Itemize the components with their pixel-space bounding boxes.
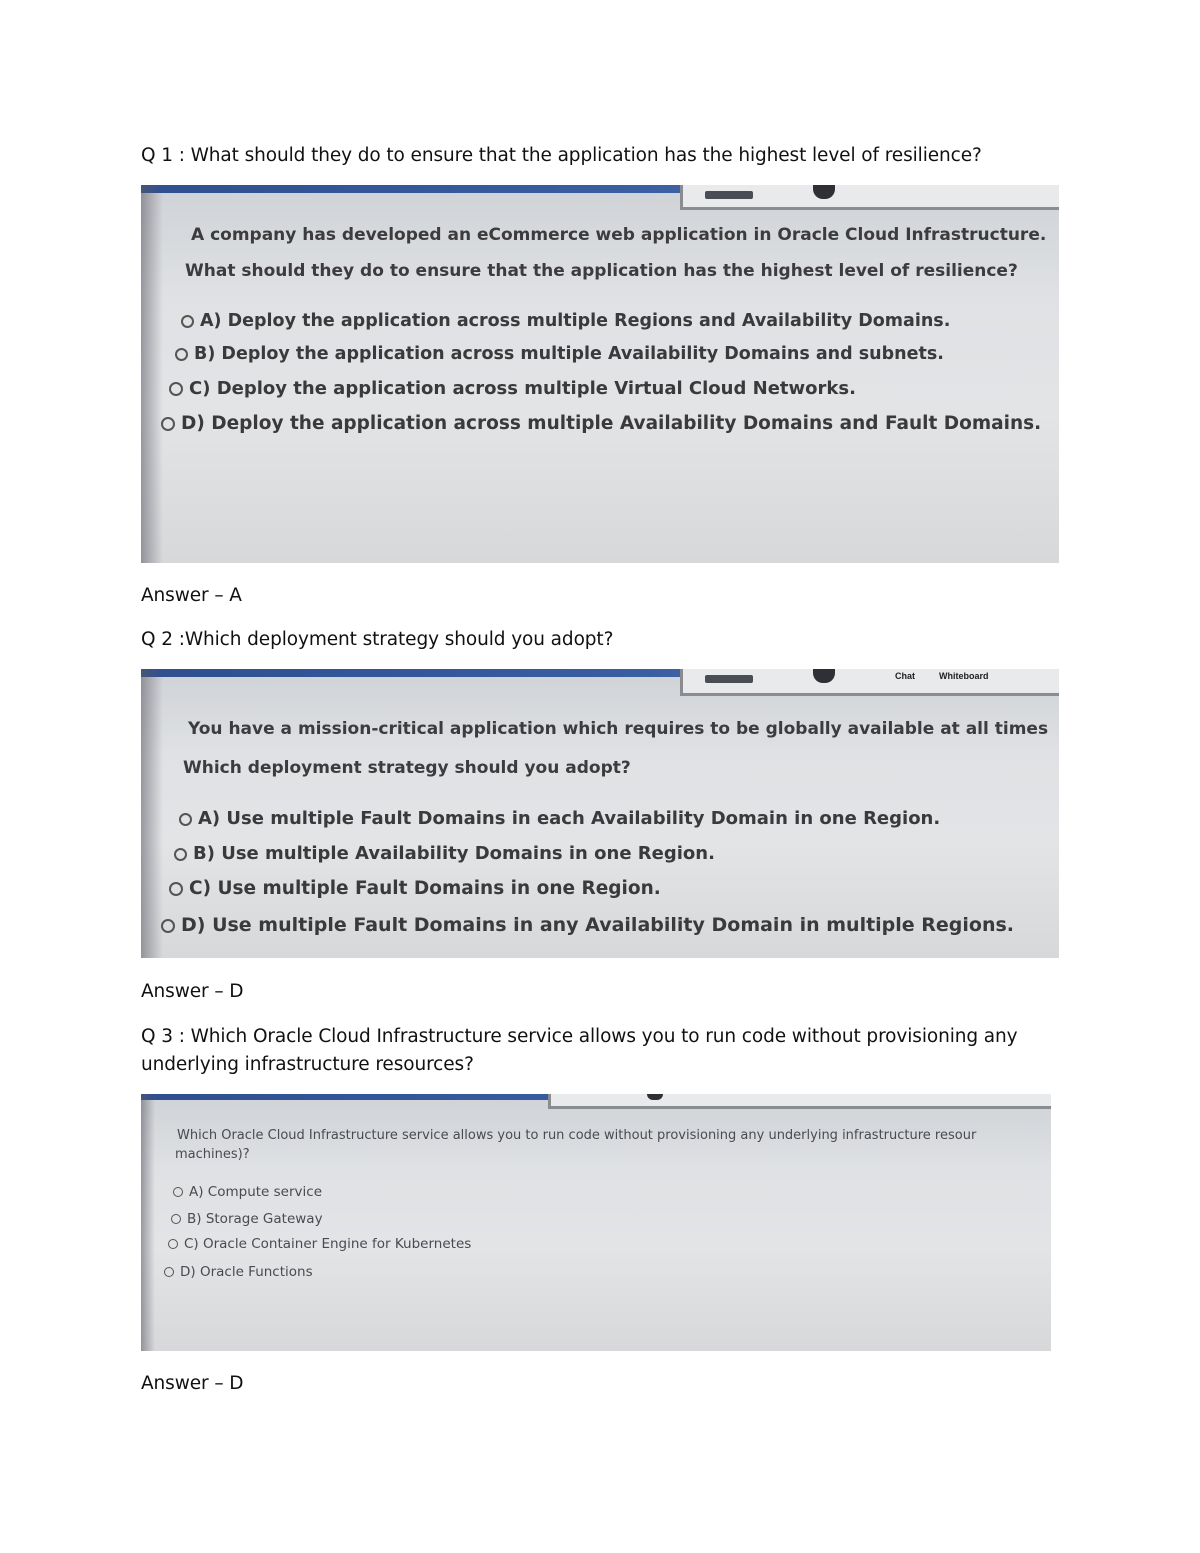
q2-option-b[interactable]: B) Use multiple Availability Domains in one Region. bbox=[174, 843, 715, 864]
radio-icon[interactable] bbox=[181, 315, 194, 328]
q2-answer: Answer – D bbox=[141, 981, 244, 1002]
q3-answer: Answer – D bbox=[141, 1373, 244, 1394]
radio-icon[interactable] bbox=[161, 417, 175, 431]
q1-option-b[interactable]: B) Deploy the application across multiple Availability Domains and subnets. bbox=[175, 344, 944, 364]
radio-icon[interactable] bbox=[161, 919, 175, 933]
q2-option-a[interactable]: A) Use multiple Fault Domains in each Availability Domain in one Region. bbox=[179, 808, 940, 829]
q1-option-d[interactable]: D) Deploy the application across multiple Availability Domains and Fault Domains. bbox=[161, 413, 1041, 434]
q1-question-line2: What should they do to ensure that the application has the highest level of resilience? bbox=[185, 261, 1018, 281]
radio-icon[interactable] bbox=[171, 1214, 181, 1224]
q3-question-line1: Which Oracle Cloud Infrastructure service allows you to run code without provisioning any underlying infrastructure resour bbox=[177, 1128, 977, 1143]
q3-toolbar-panel bbox=[548, 1094, 1051, 1109]
radio-icon[interactable] bbox=[169, 382, 183, 396]
q2-toolbar-panel bbox=[680, 669, 1059, 696]
q2-question-line1: You have a mission-critical application which requires to be globally available at all times bbox=[188, 719, 1049, 739]
q3-option-b[interactable]: B) Storage Gateway bbox=[171, 1211, 323, 1227]
q3-option-d[interactable]: D) Oracle Functions bbox=[164, 1264, 313, 1280]
q2-option-d[interactable]: D) Use multiple Fault Domains in any Availability Domain in multiple Regions. bbox=[161, 914, 1014, 936]
q3-option-c[interactable]: C) Oracle Container Engine for Kubernetes bbox=[168, 1236, 471, 1252]
radio-icon[interactable] bbox=[169, 882, 183, 896]
whiteboard-label[interactable]: Whiteboard bbox=[939, 671, 989, 681]
q1-toolbar-panel bbox=[680, 185, 1059, 210]
q2-screenshot bbox=[141, 669, 1059, 958]
q2-question-line2: Which deployment strategy should you adopt? bbox=[183, 758, 631, 778]
q3-heading-line1: Q 3 : Which Oracle Cloud Infrastructure service allows you to run code without provisioning any bbox=[141, 1026, 1018, 1047]
q3-question-line2: machines)? bbox=[175, 1147, 250, 1162]
radio-icon[interactable] bbox=[175, 348, 188, 361]
q3-option-a[interactable]: A) Compute service bbox=[173, 1184, 322, 1200]
presenter-icon bbox=[813, 185, 835, 199]
radio-icon[interactable] bbox=[168, 1239, 178, 1249]
radio-icon[interactable] bbox=[174, 848, 187, 861]
q1-question-line1: A company has developed an eCommerce web application in Oracle Cloud Infrastructure. bbox=[191, 225, 1047, 245]
radio-icon[interactable] bbox=[164, 1267, 174, 1277]
q2-heading: Q 2 :Which deployment strategy should you adopt? bbox=[141, 629, 614, 650]
q1-heading: Q 1 : What should they do to ensure that the application has the highest level of resilience? bbox=[141, 145, 982, 166]
radio-icon[interactable] bbox=[179, 813, 192, 826]
q1-screenshot bbox=[141, 185, 1059, 563]
q1-answer: Answer – A bbox=[141, 585, 242, 606]
presenter-icon bbox=[647, 1094, 663, 1100]
q1-option-a[interactable]: A) Deploy the application across multiple Regions and Availability Domains. bbox=[181, 311, 950, 331]
chat-label[interactable]: Chat bbox=[895, 671, 915, 681]
presenter-icon bbox=[813, 669, 835, 683]
q3-heading-line2: underlying infrastructure resources? bbox=[141, 1054, 474, 1075]
q3-screenshot bbox=[141, 1094, 1051, 1351]
q2-option-c[interactable]: C) Use multiple Fault Domains in one Region. bbox=[169, 878, 661, 899]
q1-option-c[interactable]: C) Deploy the application across multiple Virtual Cloud Networks. bbox=[169, 378, 856, 399]
radio-icon[interactable] bbox=[173, 1187, 183, 1197]
